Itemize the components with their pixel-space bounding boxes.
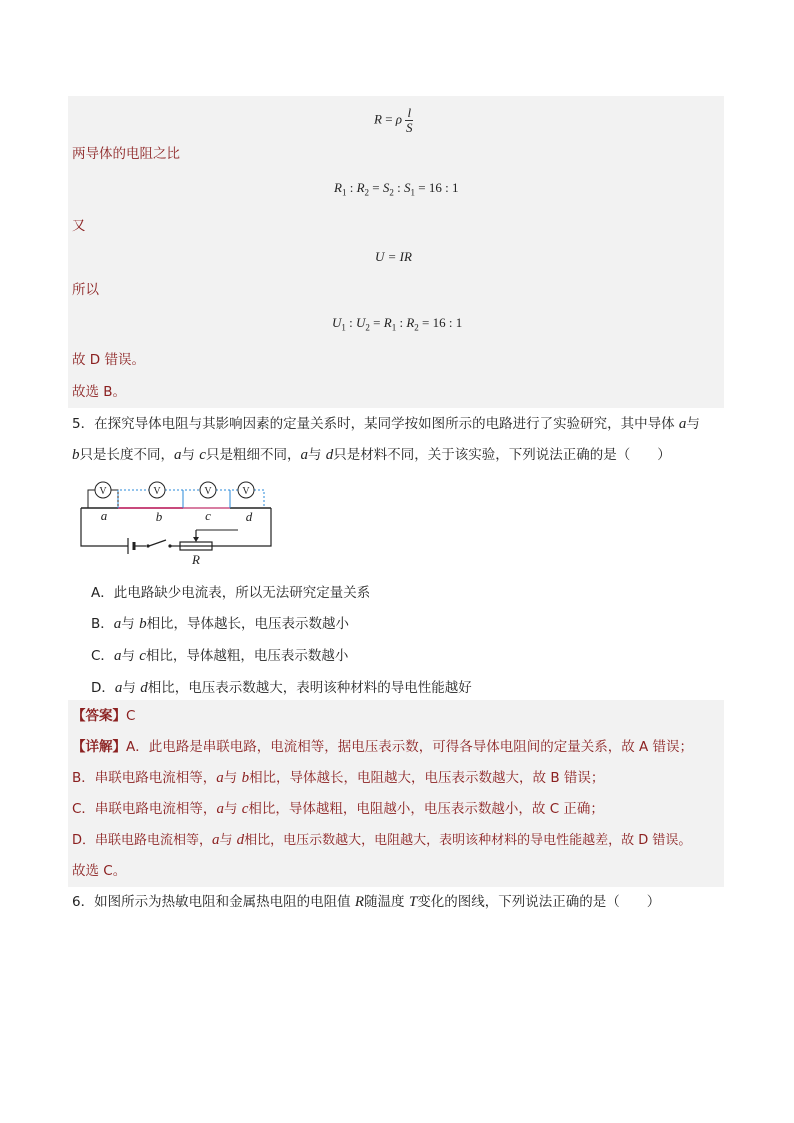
q6-stem: 6．如图所示为热敏电阻和金属热电阻的电阻值 R随温度 T变化的图线，下列说法正确的是（ ） [72,894,661,910]
q5-detail-line4: D．串联电路电流相等，a与 d相比，电压示数越大，电阻越大，表明该种材料的导电性能越差，故 D 错误。 [72,832,692,848]
formula-ohm: U = IR [375,249,412,264]
q5-stem-line2: b只是长度不同，a与 c只是粗细不同，a与 d只是材料不同，关于该实验，下列说法正确的是（ ） [72,447,671,463]
q5-detail-line3: C．串联电路电流相等，a与 c相比，导体越粗，电阻越小，电压表示数越小，故 C 正确； [72,801,604,817]
meter-label-c: V [204,486,212,497]
q5-detail-line2: B．串联电路电流相等，a与 b相比，导体越长，电阻越大，电压表示数越大，故 B 错误； [72,770,605,786]
label-R: R [192,552,200,567]
option-B[interactable]: B．a与 b相比，导体越长，电压表示数越小 [91,616,350,632]
so-text: 所以 [72,282,99,298]
also-text: 又 [72,218,86,234]
option-C[interactable]: C．a与 c相比，导体越粗，电压表示数越小 [91,648,349,664]
option-D[interactable]: D．a与 d相比，电压表示数越大，表明该种材料的导电性能越好 [91,680,472,696]
q4-pick-text: 故选 B。 [72,384,127,400]
label-c: c [205,508,211,523]
formula-ratio: $R_1$ : $R_2 = S_2$ : $S_1 = 16$ : 1 [334,180,459,198]
meter-label-d: V [242,486,250,497]
label-a: a [100,508,108,523]
q5-detail-line1: 【详解】A．此电路是串联电路，电流相等，据电压表示数，可得各导体电阻间的定量关系，故 A 错误； [72,739,694,755]
formula-voltage: $U_1$ : $U_2 = R_1$ : $R_2 = 16$ : 1 [332,315,463,333]
label-b: b [155,509,163,524]
meter-label-a: V [99,486,107,497]
label-d: d [245,509,253,524]
solution-box-q5 [68,700,724,887]
formula-resistance: R = ρ $\frac{l}{S}$ [374,105,413,135]
q5-answer: 【答案】C [72,708,136,724]
q5-stem-line1: 5．在探究导体电阻与其影响因素的定量关系时，某同学按如图所示的电路进行了实验研究，其中导体 a与 [72,416,700,432]
q5-pick-text: 故选 C。 [72,863,127,879]
meter-label-b: V [153,486,161,497]
option-A[interactable]: A．此电路缺少电流表，所以无法研究定量关系 [91,585,371,601]
ratio-text: 两导体的电阻之比 [72,146,180,162]
d-wrong-text: 故 D 错误。 [72,352,145,368]
circuit-diagram [78,476,278,568]
